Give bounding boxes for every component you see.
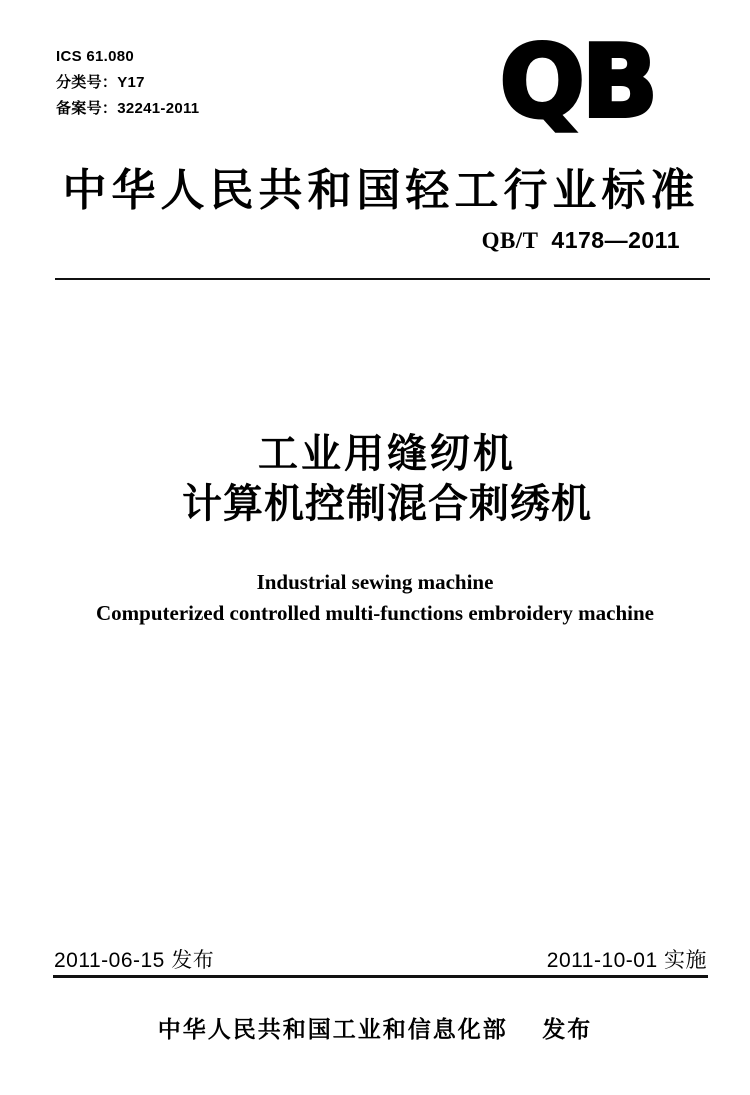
ics-code: ICS 61.080 [56,48,135,65]
classification-code: 分类号：Y17 [56,74,145,91]
dates-row [54,944,707,974]
standard-code [482,227,680,254]
title-en-line1: Industrial sewing machine [256,570,494,594]
publisher-row [0,1011,750,1044]
document-title-english [0,567,750,629]
implement-date: 2011-10-01 实施 [546,949,707,972]
title-cn-line2: 计算机控制混合刺绣机 [182,482,592,526]
title-en-line2: Computerized controlled multi-functions embroidery machine [95,601,654,625]
title-cn-line1: 工业用缝纫机 [258,432,516,476]
standard-title: 中华人民共和国轻工行业标准 [62,166,700,215]
record-number: 备案号：32241-2011 [56,100,200,117]
publisher-name: 中华人民共和国工业和信息化部 [157,1016,508,1042]
qb-logo: QB [499,23,655,140]
document-meta [56,44,199,122]
issue-date: 2011-06-15 发布 [54,949,215,972]
top-divider [55,278,710,280]
standard-code-prefix: QB/T [481,228,539,253]
publish-action-label: 发布 [542,1016,593,1042]
standard-code-number: 4178—2011 [551,227,680,253]
bottom-divider [53,975,708,978]
document-title-chinese [12,430,750,530]
